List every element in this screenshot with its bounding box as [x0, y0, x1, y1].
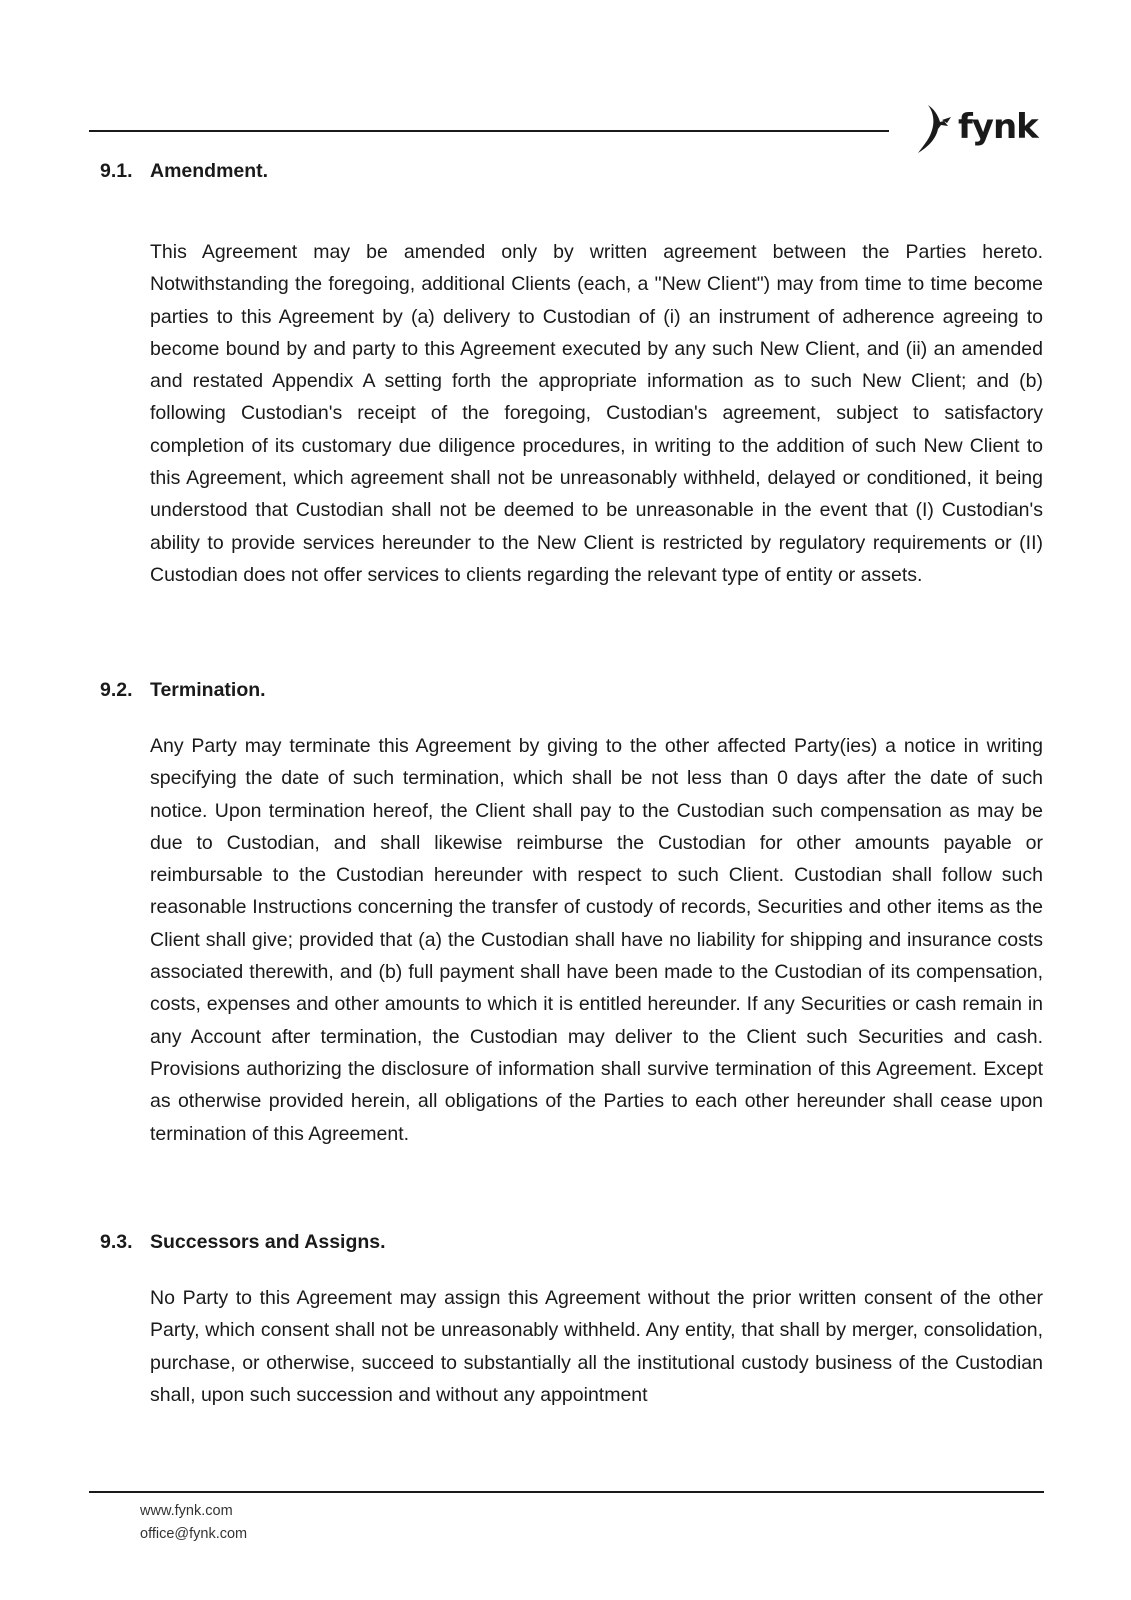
section-number: 9.3.: [100, 1231, 133, 1253]
section-number: 9.1.: [100, 160, 133, 182]
section-body: No Party to this Agreement may assign this Agreement without the prior written consent of the other Party, which consent shall not be unreasonably withheld. Any entity, that shall by merger, consolidation, purchase, or otherwise, succeed to substantially all the institutional custody business of the Custodian shall, upon such succession and without any appointment: [150, 1287, 1043, 1406]
section-heading: [100, 678, 266, 702]
footer-email-link[interactable]: office@fynk.com: [140, 1526, 248, 1542]
section-title: Termination.: [150, 679, 266, 701]
header-divider: [89, 130, 889, 132]
bird-logo-icon: [918, 103, 952, 155]
footer-divider: [89, 1491, 1044, 1493]
section-heading: [100, 159, 268, 183]
section-body: This Agreement may be amended only by written agreement between the Parties hereto. Notwithstanding the foregoing, additional Clients (each, a "New Client") may from time to time become parties to this Agreement by (a) delivery to Custodian of (i) an instrument of adherence agreeing to become bound by and party to this Agreement executed by any such New Client, and (ii) an amended and restated Appendix A setting forth the appropriate information as to such New Client; and (b) following Custodian's receipt of the foregoing, Custodian's agreement, subject to satisfactory completion of its customary due diligence procedures, in writing to the addition of such New Client to this Agreement, which agreement shall not be unreasonably withheld, delayed or conditioned, it being understood that Custodian shall not be deemed to be unreasonable in the event that (I) Custodian's ability to provide services hereunder to the New Client is restricted by regulatory requirements or (II) Custodian does not offer services to clients regarding the relevant type of entity or assets.: [150, 241, 1043, 586]
section-title: Successors and Assigns.: [150, 1231, 386, 1253]
section-number: 9.2.: [100, 679, 133, 701]
section-heading: [100, 1230, 386, 1254]
section-body: Any Party may terminate this Agreement by giving to the other affected Party(ies) a notice in writing specifying the date of such termination, which shall be not less than 0 days after the date of such notice. Upon termination hereof, the Client shall pay to the Custodian such compensation as may be due to Custodian, and shall likewise reimburse the Custodian for other amounts payable or reimbursable to the Custodian hereunder with respect to such Client. Custodian shall follow such reasonable Instructions concerning the transfer of custody of records, Securities and other items as the Client shall give; provided that (a) the Custodian shall have no liability for shipping and insurance costs associated therewith, and (b) full payment shall have been made to the Custodian of its compensation, costs, expenses and other amounts to which it is entitled hereunder. If any Securities or cash remain in any Account after termination, the Custodian may deliver to the Client such Securities and cash. Provisions authorizing the disclosure of information shall survive termination of this Agreement. Except as otherwise provided herein, all obligations of the Parties to each other hereunder shall cease upon termination of this Agreement.: [150, 735, 1043, 1145]
footer-website-link[interactable]: www.fynk.com: [140, 1503, 233, 1519]
fynk-logo: [918, 103, 1038, 155]
logo-wordmark: fynk: [958, 107, 1038, 147]
section-title: Amendment.: [150, 160, 269, 182]
